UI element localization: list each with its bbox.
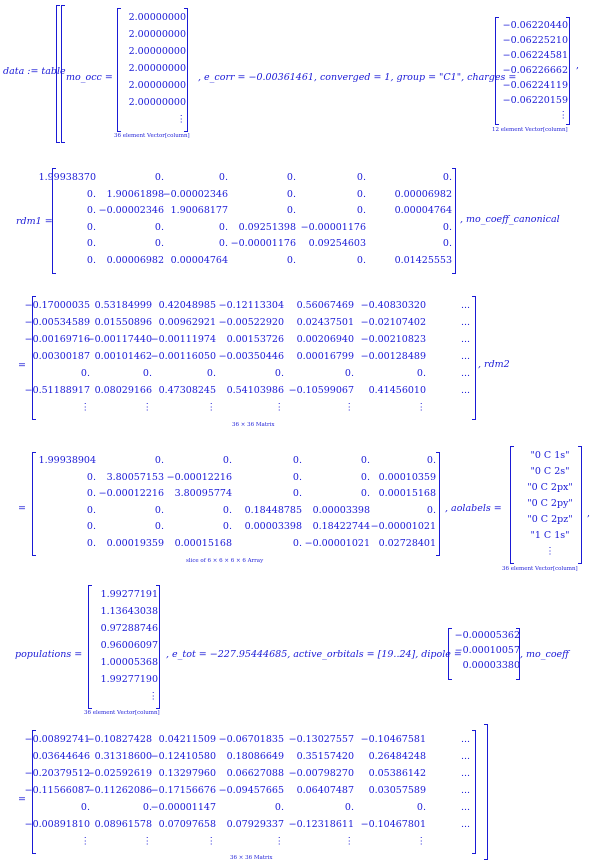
matrix-cell: 0. (222, 455, 232, 466)
matrix-cell: 0.00003398 (244, 521, 302, 532)
matrix-cell: −0.10599067 (288, 385, 354, 396)
matrix-cell: 0.00006982 (106, 254, 164, 266)
matrix-cell: 1.90068177 (170, 205, 228, 216)
matrix-cell: −0.00210823 (360, 334, 426, 345)
matrix-cell: ⋮ (142, 402, 152, 413)
data-assignment-label: data := table (3, 66, 66, 77)
matrix-cell: 0. (80, 802, 90, 813)
matrix-cell: 0. (344, 802, 354, 813)
matrix-cell: 0. (274, 802, 284, 813)
rdm2-array-slice (36, 455, 436, 553)
matrix-cell: 3.80095774 (174, 488, 232, 499)
vector-entry: ⋮ (545, 546, 555, 557)
matrix-cell: 0. (292, 455, 302, 466)
rdm1-right-bracket (452, 168, 456, 274)
matrix-cell: 0.18448785 (244, 504, 302, 516)
matrix-cell: −0.00012216 (98, 488, 164, 499)
matrix-cell: 0.03644646 (32, 751, 90, 762)
matrix-cell: 0.00015168 (378, 488, 436, 499)
matrix-cell: 0. (426, 455, 436, 466)
matrix-cell: 0. (154, 455, 164, 466)
matrix-cell: 0. (86, 188, 96, 200)
mo-coeff-matrix (24, 734, 476, 852)
matrix-cell: −0.11566087 (24, 785, 90, 796)
matrix-cell: 0.02728401 (378, 537, 436, 549)
vector-entry: −0.06226662 (502, 65, 568, 76)
matrix-cell: −0.10827428 (86, 734, 152, 745)
matrix-cell: 0.09254603 (308, 238, 366, 249)
matrix-cell: ⋮ (80, 402, 90, 413)
charges-right-bracket (566, 17, 570, 125)
vector-entry: −0.00010057 (454, 645, 520, 656)
matrix-cell: 0. (356, 205, 366, 216)
matrix-cell: 0. (86, 537, 96, 549)
matrix-cell: 0. (86, 504, 96, 516)
matrix-cell: 0.00101462 (94, 351, 152, 362)
matrix-cell: −0.00534589 (24, 317, 90, 328)
matrix-cell: 0. (206, 368, 216, 379)
mo-coeff-canonical-label: , mo_coeff_canonical (460, 214, 560, 225)
vector-entry: 1.99277190 (100, 674, 158, 685)
equals-sign-3: = (18, 794, 26, 805)
matrix-cell: 0. (222, 521, 232, 532)
matrix-cell: 0.09251398 (238, 221, 296, 233)
matrix-cell: 0. (442, 238, 452, 249)
matrix-cell: −0.13027557 (288, 734, 354, 745)
matrix-cell: 1.99938370 (38, 172, 96, 183)
matrix-cell: −0.17000035 (24, 300, 90, 311)
matrix-cell: 0.54103986 (226, 385, 284, 396)
matrix-cell: 0.07097658 (158, 819, 216, 830)
matrix-cell: 0.08029166 (94, 385, 152, 396)
vector-entry: −0.00005362 (454, 630, 520, 641)
matrix-cell: 0. (86, 254, 96, 266)
matrix-cell: 0. (356, 172, 366, 183)
matrix-cell: 0.00015168 (174, 537, 232, 549)
matrix-cell: −0.00002346 (162, 188, 228, 200)
matrix-cell: 0. (416, 368, 426, 379)
matrix-cell: ⋮ (274, 836, 284, 847)
matrix-cell: −0.09457665 (218, 785, 284, 796)
matrix-cell: −0.10467801 (360, 819, 426, 830)
matrix-cell: 0. (86, 221, 96, 233)
vector-entry: −0.06224119 (502, 80, 568, 91)
matrix-cell: ... (460, 802, 470, 813)
matrix-cell: 0.00004764 (170, 254, 228, 266)
matrix-cell: 0. (86, 238, 96, 249)
vector-entry: 2.00000000 (128, 12, 186, 23)
matrix-cell: 0.47308245 (158, 385, 216, 396)
matrix-cell: 0.00153726 (226, 334, 284, 345)
matrix-cell: 0.00004764 (394, 205, 452, 216)
matrix-cell: 0.18086649 (226, 751, 284, 762)
dipole-vector (452, 630, 520, 678)
mo-occ-right-bracket (184, 8, 188, 132)
matrix-cell: ⋮ (416, 836, 426, 847)
matrix-cell: 0. (218, 221, 228, 233)
matrix-cell: 0.18422744 (312, 521, 370, 532)
matrix-cell: 0. (442, 172, 452, 183)
aolabels-caption: 36 element Vector[column] (502, 566, 578, 572)
vector-entry: "1 C 1s" (530, 530, 570, 541)
equals-sign-2: = (18, 503, 26, 514)
matrix-cell: 0.13297960 (158, 768, 216, 779)
vector-entry: 1.00005368 (100, 657, 158, 668)
matrix-cell: 0. (86, 521, 96, 532)
matrix-cell: ... (460, 368, 470, 379)
mo-coeff-label: , mo_coeff (520, 649, 569, 660)
mo-occ-left-bracket (117, 8, 121, 132)
matrix-cell: 0. (292, 471, 302, 483)
matrix-cell: 0.05386142 (368, 768, 426, 779)
vector-entry: "0 C 2pz" (527, 514, 573, 525)
matrix-cell: 0. (154, 221, 164, 233)
matrix-cell: ⋮ (142, 836, 152, 847)
matrix-cell: 0.06627088 (226, 768, 284, 779)
populations-left-bracket (88, 585, 92, 709)
vector-entry: 0.97288746 (100, 623, 158, 634)
matrix-cell: ... (460, 768, 470, 779)
charges-caption: 12 element Vector[column] (492, 127, 568, 133)
vector-entry: −0.06224581 (502, 50, 568, 61)
matrix-cell: 0.00019359 (106, 537, 164, 549)
matrix-cell: 0. (274, 368, 284, 379)
matrix-cell: −0.00798270 (288, 768, 354, 779)
line1-fields: , e_corr = −0.00361461, converged = 1, group = "C1", charges = (198, 72, 517, 83)
matrix-cell: 0. (292, 488, 302, 499)
matrix-cell: 0. (344, 368, 354, 379)
matrix-cell: 0. (292, 537, 302, 549)
matrix-cell: 0. (360, 488, 370, 499)
matrix-cell: ⋮ (416, 402, 426, 413)
matrix-cell: 0. (356, 188, 366, 200)
vector-entry: −0.06220159 (502, 95, 568, 106)
matrix-cell: −0.00522920 (218, 317, 284, 328)
mo-coeff-canonical-matrix (24, 300, 476, 418)
matrix-cell: 0.00003398 (312, 504, 370, 516)
matrix-cell: ... (460, 819, 470, 830)
matrix-cell: −0.17156676 (150, 785, 216, 796)
matrix-cell: 0.31318600 (94, 751, 152, 762)
vector-entry: "0 C 2py" (527, 498, 573, 509)
matrix1-right-bracket (472, 296, 476, 420)
matrix-cell: 0.35157420 (296, 751, 354, 762)
matrix-cell: 0. (142, 802, 152, 813)
matrix-cell: ⋮ (344, 402, 354, 413)
mo-occ-label: mo_occ = (66, 72, 113, 83)
matrix-cell: ... (460, 317, 470, 328)
matrix-cell: 0.01550896 (94, 317, 152, 328)
matrix-cell: 0.56067469 (296, 300, 354, 311)
matrix-cell: −0.00001021 (304, 537, 370, 549)
matrix-cell: 0. (426, 504, 436, 516)
matrix-cell: 0.26484248 (368, 751, 426, 762)
matrix-cell: ⋮ (274, 402, 284, 413)
matrix-cell: 0. (222, 504, 232, 516)
matrix-cell: −0.00892741 (24, 734, 90, 745)
matrix-cell: 0. (154, 238, 164, 249)
vector-entry: ⋮ (558, 110, 568, 121)
outer-right-bracket (484, 724, 488, 860)
matrix-cell: 0.53184999 (94, 300, 152, 311)
matrix-cell: 0. (154, 172, 164, 183)
matrix-cell: 0. (286, 172, 296, 183)
matrix-cell: 0.04211509 (158, 734, 216, 745)
rdm2-label: , rdm2 (478, 359, 510, 370)
matrix-cell: 0. (218, 238, 228, 249)
vector-entry: 1.99277191 (100, 589, 158, 600)
matrix-cell: −0.02592619 (86, 768, 152, 779)
charges-left-bracket (495, 17, 499, 125)
matrix-cell: −0.02107402 (360, 317, 426, 328)
aolabels-label: , aolabels = (445, 503, 502, 514)
matrix-cell: 0.03057589 (368, 785, 426, 796)
matrix-cell: 0. (86, 205, 96, 216)
matrix2-right-bracket (472, 730, 476, 854)
populations-vector (96, 589, 158, 707)
matrix-cell: 0. (416, 802, 426, 813)
matrix-cell: 1.90061898 (106, 188, 164, 200)
matrix-cell: 0.02437501 (296, 317, 354, 328)
matrix-cell: 0. (86, 471, 96, 483)
equals-sign-1: = (18, 360, 26, 371)
aolabels-left-bracket (510, 446, 514, 564)
matrix-cell: 0. (286, 188, 296, 200)
matrix-cell: ⋮ (206, 836, 216, 847)
matrix-cell: ⋮ (344, 836, 354, 847)
vector-entry: −0.06225210 (502, 35, 568, 46)
populations-right-bracket (156, 585, 160, 709)
matrix-cell: ... (460, 385, 470, 396)
matrix-cell: 0.42048985 (158, 300, 216, 311)
matrix-cell: 0.06407487 (296, 785, 354, 796)
matrix-cell: −0.00001176 (230, 238, 296, 249)
matrix-cell: −0.00350446 (218, 351, 284, 362)
vector-entry: "0 C 1s" (530, 450, 570, 461)
vector-entry: 2.00000000 (128, 97, 186, 108)
matrix-cell: −0.20379512 (24, 768, 90, 779)
vector-entry: ⋮ (148, 691, 158, 702)
matrix-cell: 0. (442, 221, 452, 233)
matrix-cell: 0.00016799 (296, 351, 354, 362)
matrix-cell: 0.00010359 (378, 471, 436, 483)
matrix-cell: 0.41456010 (368, 385, 426, 396)
vector-entry: 2.00000000 (128, 80, 186, 91)
matrix-cell: −0.00002346 (98, 205, 164, 216)
matrix2-caption: 36 × 36 Matrix (230, 855, 273, 861)
matrix-cell: 0.00962921 (158, 317, 216, 328)
vector-entry: "0 C 2px" (527, 482, 573, 493)
matrix-cell: 0.00300187 (32, 351, 90, 362)
matrix-cell: ... (460, 785, 470, 796)
mo-occ-vector (124, 12, 186, 130)
matrix-cell: 0.00006982 (394, 188, 452, 200)
matrix-cell: 3.80057153 (106, 471, 164, 483)
matrix-cell: −0.00117440 (86, 334, 152, 345)
populations-caption: 36 element Vector[column] (84, 710, 160, 716)
matrix-cell: 0. (218, 172, 228, 183)
matrix-cell: −0.00116050 (150, 351, 216, 362)
matrix-cell: 0. (286, 205, 296, 216)
matrix-cell: 0. (356, 254, 366, 266)
matrix-cell: −0.12318611 (288, 819, 354, 830)
matrix-cell: −0.12113304 (218, 300, 284, 311)
vector-entry: 2.00000000 (128, 46, 186, 57)
matrix-cell: 0. (154, 521, 164, 532)
matrix-cell: 0. (154, 504, 164, 516)
matrix-cell: −0.00001147 (150, 802, 216, 813)
vector-entry: 1.13643038 (100, 606, 158, 617)
vector-entry: 2.00000000 (128, 29, 186, 40)
line5-fields: , e_tot = −227.95444685, active_orbitals = [19..24], dipole = (166, 649, 462, 660)
populations-label: populations = (15, 649, 83, 660)
aolabels-vector (520, 450, 580, 562)
matrix-cell: 0. (80, 368, 90, 379)
vector-entry: 0.96006097 (100, 640, 158, 651)
rdm1-matrix (38, 172, 456, 272)
matrix-cell: ... (460, 751, 470, 762)
line4-comma: , (587, 508, 591, 519)
matrix-cell: −0.11262086 (86, 785, 152, 796)
matrix-cell: 0.08961578 (94, 819, 152, 830)
mo-occ-caption: 36 element Vector[column] (114, 133, 190, 139)
charges-vector (500, 20, 568, 123)
vector-entry: −0.06220440 (502, 20, 568, 31)
matrix-cell: −0.40830320 (360, 300, 426, 311)
matrix-cell: ... (460, 300, 470, 311)
matrix-cell: 0. (360, 455, 370, 466)
matrix-cell: 0. (286, 254, 296, 266)
vector-entry: "0 C 2s" (530, 466, 570, 477)
matrix-cell: 0. (142, 368, 152, 379)
matrix-cell: ⋮ (206, 402, 216, 413)
rdm2-caption: slice of 6 × 6 × 6 × 6 Array (186, 558, 264, 564)
matrix-cell: −0.06701835 (218, 734, 284, 745)
rdm2-right-bracket (436, 452, 440, 556)
matrix-cell: −0.00001176 (300, 221, 366, 233)
matrix-cell: ⋮ (80, 836, 90, 847)
matrix1-caption: 36 × 36 Matrix (232, 422, 275, 428)
vector-entry: ⋮ (176, 114, 186, 125)
vector-entry: 0.00003380 (462, 660, 520, 671)
matrix-cell: ... (460, 334, 470, 345)
matrix-cell: −0.00001021 (370, 521, 436, 532)
matrix-cell: −0.00111974 (150, 334, 216, 345)
matrix-cell: −0.10467581 (360, 734, 426, 745)
matrix-cell: 0.00206940 (296, 334, 354, 345)
matrix-cell: −0.12410580 (150, 751, 216, 762)
rdm1-label: rdm1 = (16, 216, 53, 227)
aolabels-right-bracket (578, 446, 582, 564)
matrix-cell: 0.07929337 (226, 819, 284, 830)
matrix-cell: −0.00891810 (24, 819, 90, 830)
matrix-cell: 0. (360, 471, 370, 483)
matrix-cell: −0.00128489 (360, 351, 426, 362)
vector-entry: 2.00000000 (128, 63, 186, 74)
matrix-cell: −0.51188917 (24, 385, 90, 396)
matrix-cell: −0.00012216 (166, 471, 232, 483)
matrix-cell: −0.00169716 (24, 334, 90, 345)
matrix-cell: ... (460, 351, 470, 362)
matrix-cell: ... (460, 734, 470, 745)
matrix-cell: 0. (86, 488, 96, 499)
matrix-cell: 0.01425553 (394, 254, 452, 266)
matrix-cell: 1.99938904 (38, 455, 96, 466)
line1-comma: , (576, 60, 580, 71)
